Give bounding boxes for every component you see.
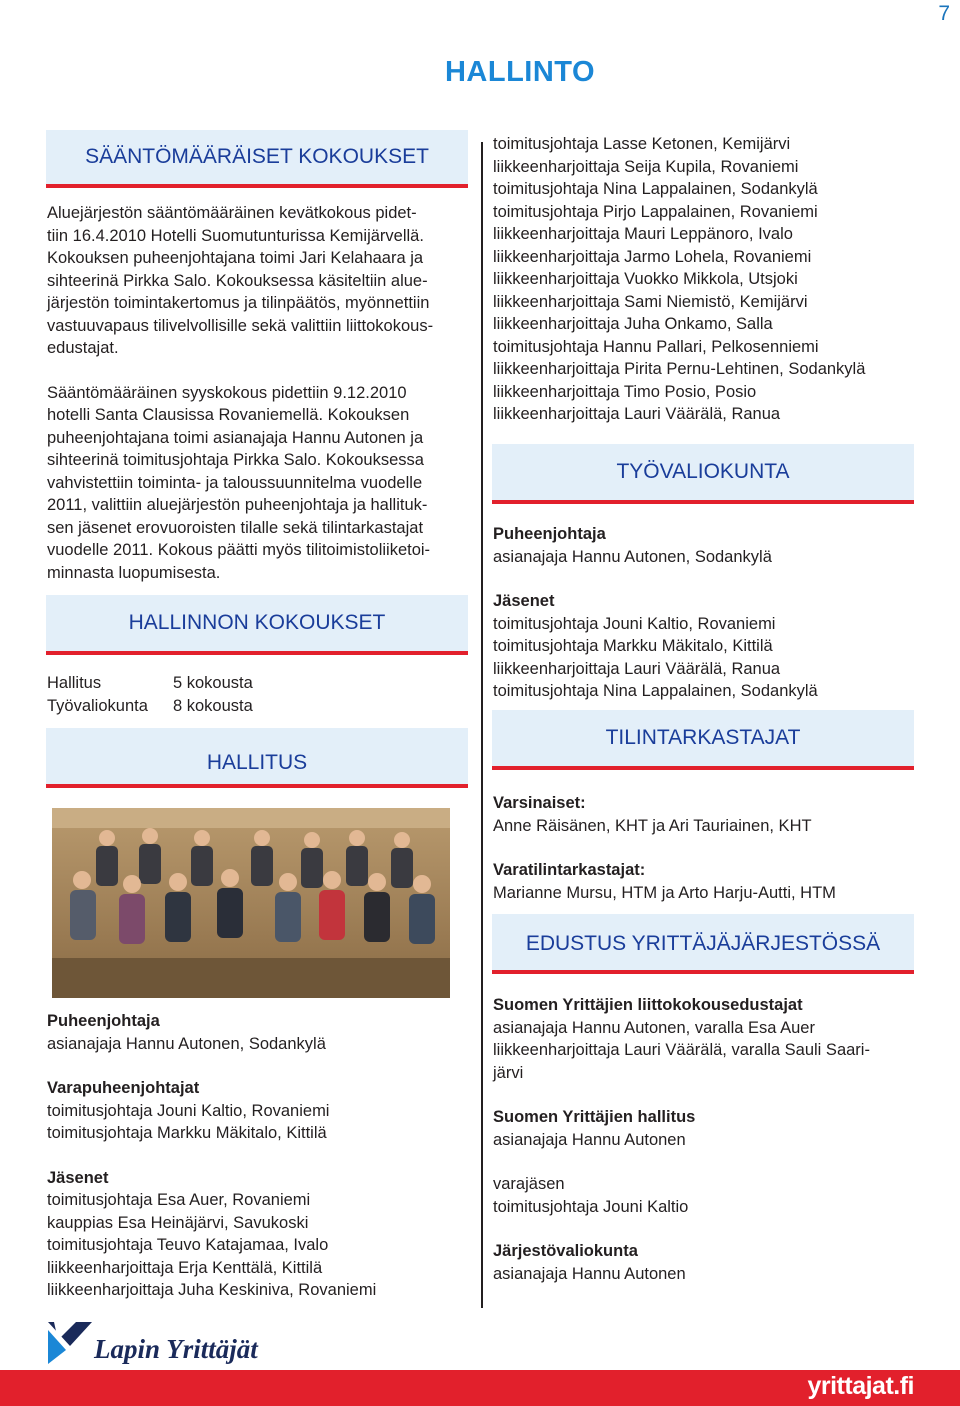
syh-deputy (493, 1173, 913, 1218)
text-line: liikkeenharjoittaja Mauri Leppänoro, Ivalo (493, 225, 793, 243)
text-line: liikkeenharjoittaja Pirita Pernu-Lehtinen, Sodankylä (493, 360, 866, 378)
text-line: vastuuvapaus tilivelvollisille sekä valittiin liittokokous- (47, 316, 434, 335)
tilintarkastajat-list (493, 792, 953, 904)
meeting-body: Hallitus (47, 674, 102, 692)
edustus-list (493, 994, 913, 1285)
section-header-edustus (492, 914, 914, 974)
section-title: TILINTARKASTAJAT (605, 726, 801, 749)
section-title: EDUSTUS YRITTÄJÄJÄRJESTÖSSÄ (525, 932, 881, 955)
hallitus-members (47, 1010, 477, 1302)
text-line: sen jäsenet erovuoroisten tilalle sekä tilintarkastajat (47, 518, 424, 537)
jarjestovaliokunta-members (493, 1263, 913, 1286)
text-line: liikkeenharjoittaja Jarmo Lohela, Rovaniemi (493, 247, 812, 266)
text-line: liikkeenharjoittaja Lauri Väärälä, varalla Sauli Saari- (493, 1041, 870, 1059)
text-line: asianajaja Hannu Autonen, Sodankylä (493, 547, 772, 566)
meeting-count: 8 kokousta (173, 696, 253, 715)
text-line: liikkeenharjoittaja Juha Keskiniva, Rovaniemi (47, 1281, 377, 1299)
text-line: toimitusjohtaja Jouni Kaltio (493, 1197, 689, 1216)
auditors (493, 815, 953, 838)
text-line: Aluejärjestön sääntömääräinen kevätkokous pidet- (47, 204, 417, 222)
text-line: toimitusjohtaja Hannu Pallari, Pelkosenniemi (493, 337, 819, 356)
text-line: toimitusjohtaja Esa Auer, Rovaniemi (47, 1191, 311, 1209)
text-line: toimitusjohtaja Jouni Kaltio, Rovaniemi (47, 1101, 330, 1120)
text-line: sihteerinä toimitusjohtaja Pirkka Salo. Kokouksessa (47, 451, 424, 469)
logo-text: Lapin Yrittäjät (94, 1334, 258, 1364)
hallitus-chair (47, 1033, 477, 1056)
text-line: kauppias Esa Heinäjärvi, Savukoski (47, 1213, 309, 1232)
text-line: liikkeenharjoittaja Lauri Väärälä, Ranua (493, 405, 781, 423)
text-line: varajäsen (493, 1175, 565, 1193)
text-line: Marianne Mursu, HTM ja Arto Harju-Autti, HTM (493, 883, 836, 902)
text-line: Anne Räisänen, KHT ja Ari Tauriainen, KHT (493, 816, 812, 835)
section-header-hallinnon-kokoukset (46, 595, 468, 655)
tyovaliokunta-chair (493, 546, 953, 569)
hallitus-members-list-continued (493, 133, 953, 426)
page-number: 7 (938, 2, 950, 25)
text-line: toimitusjohtaja Lasse Ketonen, Kemijärvi (493, 135, 791, 153)
text-line: toimitusjohtaja Pirjo Lappalainen, Rovaniemi (493, 202, 818, 221)
syh-members (493, 1129, 913, 1152)
syh-label: Suomen Yrittäjien hallitus (493, 1108, 696, 1126)
paragraph-autumn-meeting (47, 382, 477, 585)
meeting-body: Työvaliokunta (47, 696, 148, 715)
text-line: liikkeenharjoittaja Vuokko Mikkola, Utsjoki (493, 270, 798, 288)
hallitus-members-label: Jäsenet (47, 1168, 109, 1187)
page-title: HALLINTO (444, 56, 596, 88)
meeting-count: 5 kokousta (173, 674, 253, 692)
text-line: tiin 16.4.2010 Hotelli Suomutunturissa Kemijärvellä. (47, 226, 424, 245)
text-line: vuodelle 2011. Kokous päätti myös tilitoimistoliiketoi- (47, 541, 431, 559)
text-line: asianajaja Hannu Autonen, Sodankylä (47, 1034, 326, 1053)
paragraph-spring-meeting (47, 202, 477, 360)
text-line: asianajaja Hannu Autonen (493, 1130, 686, 1149)
column-divider (481, 142, 483, 1308)
text-line: Sääntömääräinen syyskokous pidettiin 9.12.2010 (47, 383, 407, 402)
text-line: edustajat. (47, 339, 119, 357)
text-line: toimitusjohtaja Markku Mäkitalo, Kittilä (47, 1124, 327, 1142)
text-line: asianajaja Hannu Autonen, varalla Esa Auer (493, 1018, 815, 1037)
lapin-yrittajat-logo (46, 1320, 286, 1370)
section-header-tilintarkastajat (492, 710, 914, 770)
auditors-label: Varsinaiset: (493, 794, 586, 812)
text-line: puheenjohtajana toimi asianajaja Hannu Autonen ja (47, 428, 424, 447)
footer-bar (0, 1370, 960, 1406)
footer-url[interactable]: yrittajat.fi (807, 1372, 914, 1400)
jarjestovaliokunta-label: Järjestövaliokunta (493, 1242, 638, 1260)
text-line: liikkeenharjoittaja Seija Kupila, Rovaniemi (493, 157, 799, 176)
meeting-row (47, 695, 253, 718)
tyovaliokunta-members-label: Jäsenet (493, 592, 555, 610)
section-title: TYÖVALIOKUNTA (616, 460, 790, 483)
text-line: liikkeenharjoittaja Sami Niemistö, Kemijärvi (493, 292, 808, 311)
text-line: Kokouksen puheenjohtajana toimi Jari Kelahaara ja (47, 249, 424, 267)
syl-members (493, 1017, 913, 1085)
text-line: liikkeenharjoittaja Juha Onkamo, Salla (493, 315, 773, 333)
section-title: SÄÄNTÖMÄÄRÄISET KOKOUKSET (85, 145, 429, 168)
text-line: toimitusjohtaja Jouni Kaltio, Rovaniemi (493, 614, 776, 633)
meeting-row (47, 672, 253, 695)
saantomaaraiset-text (47, 202, 477, 584)
text-line: järjestön toimintakertomus ja tilinpäätös, myönnettiin (47, 294, 430, 312)
text-line: toimitusjohtaja Teuvo Katajamaa, Ivalo (47, 1236, 329, 1254)
text-line: sihteerinä Pirkka Salo. Kokouksessa käsiteltiin alue- (47, 271, 428, 290)
text-line: toimitusjohtaja Nina Lappalainen, Sodankylä (493, 180, 818, 198)
text-line: liikkeenharjoittaja Lauri Väärälä, Ranua (493, 659, 781, 678)
text-line: toimitusjohtaja Markku Mäkitalo, Kittilä (493, 637, 773, 655)
section-header-hallitus (46, 728, 468, 788)
text-line: toimitusjohtaja Nina Lappalainen, Sodankylä (493, 682, 818, 700)
text-line: asianajaja Hannu Autonen (493, 1264, 686, 1283)
text-line: liikkeenharjoittaja Erja Kenttälä, Kittilä (47, 1258, 323, 1277)
deputy-auditors-label: Varatilintarkastajat: (493, 861, 646, 879)
section-header-saantomaaraiset (46, 130, 468, 188)
text-line: liikkeenharjoittaja Timo Posio, Posio (493, 382, 757, 401)
hallitus-members-continued (493, 133, 953, 426)
logo-mark-icon (46, 1320, 94, 1366)
section-header-tyovaliokunta (492, 444, 914, 504)
hallitus-vice-chairs (47, 1100, 477, 1145)
board-group-photo-image (52, 808, 450, 998)
text-line: järvi (493, 1063, 524, 1082)
tyovaliokunta-members (493, 523, 953, 703)
meetings-table (47, 672, 253, 717)
syl-label: Suomen Yrittäjien liittokokousedustajat (493, 996, 803, 1014)
tyovaliokunta-chair-label: Puheenjohtaja (493, 525, 606, 543)
hallitus-vice-chairs-label: Varapuheenjohtajat (47, 1079, 200, 1097)
hallitus-chair-label: Puheenjohtaja (47, 1012, 160, 1030)
section-title: HALLITUS (206, 751, 308, 774)
text-line: 2011, valittiin aluejärjestön puheenjohtaja ja hallituk- (47, 496, 428, 514)
text-line: minnasta luopumisesta. (47, 563, 221, 582)
text-line: hotelli Santa Clausissa Rovaniemellä. Kokouksen (47, 406, 410, 424)
section-title: HALLINNON KOKOUKSET (128, 611, 386, 634)
board-group-photo (52, 808, 450, 998)
hallitus-members-list (47, 1189, 477, 1302)
text-line: vahvistettiin toiminta- ja taloussuunnitelma vuodelle (47, 473, 423, 492)
deputy-auditors (493, 882, 953, 905)
tyovaliokunta-members-list (493, 613, 953, 703)
